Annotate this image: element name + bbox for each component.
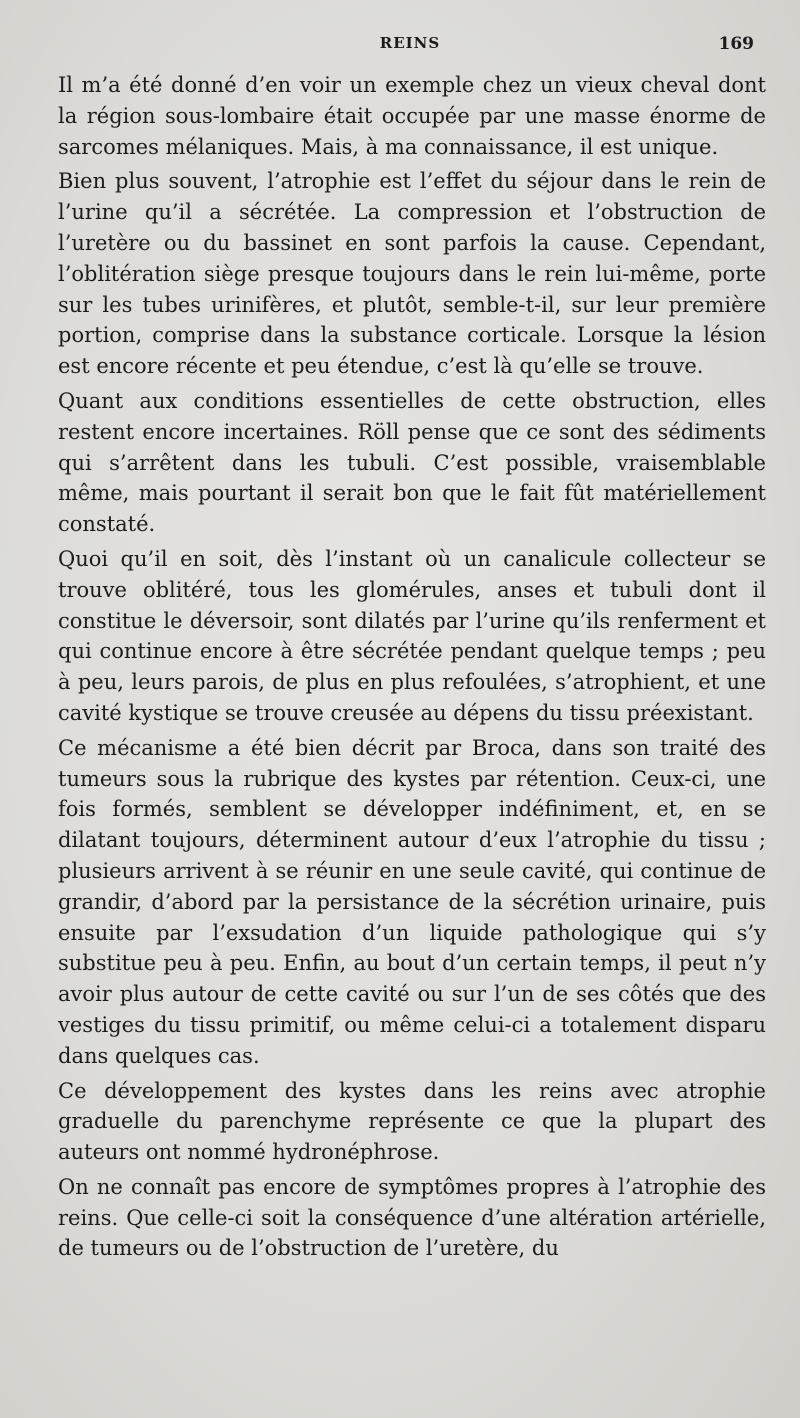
page-number: 169 <box>718 34 754 54</box>
paragraph-1: Il m’a été donné d’en voir un exemple chez un vieux cheval dont la région sous-lombaire était occupée par une masse énorme de sarcomes mélaniques. Mais, à ma connaissance, il est unique. <box>58 73 766 159</box>
paragraph-7: On ne connaît pas encore de symptômes propres à l’atrophie des reins. Que celle-ci soit la conséquence d’une altération artérielle, de tumeurs ou de l’obstruction de l’uretère, du <box>58 1174 766 1261</box>
running-head: REINS <box>379 34 441 52</box>
paragraph-5: Ce mécanisme a été bien décrit par Broca, dans son traité des tumeurs sous la rubrique des kystes par rétention. Ceux-ci, une fois formés, semblent se développer indéfiniment, et, en se dilatant toujours, déterminent autour d’eux l’atrophie du tissu ; plusieurs arrivent à se réunir en une seule cavité, qui continue de grandir, d’abord par la persistance de la sécrétion urinaire, puis ensuite par l’exsudation d’un liquide pathologique qui s’y substitue peu à peu. Enfin, au bout d’un certain temps, il peut n’y avoir plus autour de cette cavité ou sur l’un de ses côtés que des vestiges du tissu primitif, ou même celui-ci a totalement disparu dans quelques cas. <box>58 735 766 1068</box>
body-text <box>58 70 766 1264</box>
page-header <box>60 30 760 60</box>
paragraph-4: Quoi qu’il en soit, dès l’instant où un canalicule collecteur se trouve oblitéré, tous les glomérules, anses et tubuli dont il constitue le déversoir, sont dilatés par l’urine qu’ils renferment et qui continue encore à être sécrétée pendant quelque temps ; peu à peu, leurs parois, de plus en plus refoulées, s’atrophient, et une cavité kystique se trouve creusée au dépens du tissu préexistant. <box>58 546 766 725</box>
paragraph-3: Quant aux conditions essentielles de cette obstruction, elles restent encore incertaines. Röll pense que ce sont des sédiments qui s’arrêtent dans les tubuli. C’est possible, vraisemblable même, mais pourtant il serait bon que le fait fût matériellement constaté. <box>58 388 766 537</box>
paragraph-6: Ce développement des kystes dans les reins avec atrophie graduelle du parenchyme représente ce que la plupart des auteurs ont nommé hydronéphrose. <box>58 1078 766 1165</box>
paragraph-2: Bien plus souvent, l’atrophie est l’effet du séjour dans le rein de l’urine qu’il a sécrétée. La compression et l’obstruction de l’uretère ou du bassinet en sont parfois la cause. Cependant, l’oblitération siège presque toujours dans le rein lui-même, porte sur les tubes urinifères, et plutôt, semble-t-il, sur leur première portion, comprise dans la substance corticale. Lorsque la lésion est encore récente et peu étendue, c’est là qu’elle se trouve. <box>58 169 766 379</box>
